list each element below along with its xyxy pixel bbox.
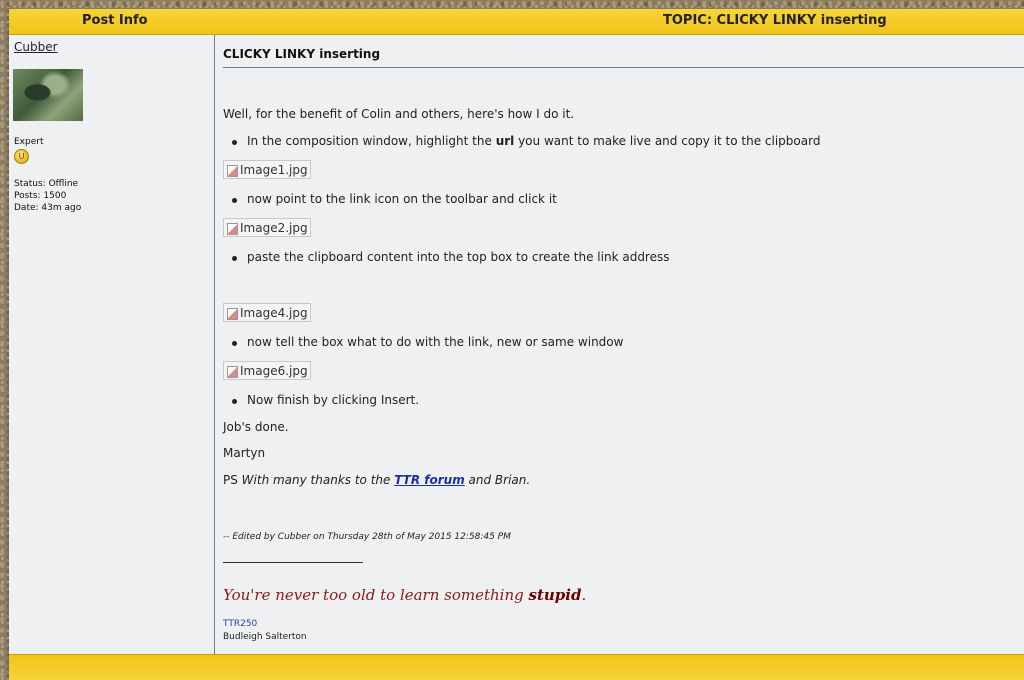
signature-divider	[223, 562, 363, 563]
user-info-panel	[9, 35, 215, 655]
rank-badge-icon: U	[14, 149, 29, 164]
broken-image-6: Image6.jpg	[223, 361, 311, 380]
list-item: In the composition window, highlight the url you want to make live and copy it to the clipboard	[247, 134, 821, 148]
signature-link[interactable]: TTR250	[223, 619, 258, 629]
topic-heading: TOPIC: CLICKY LINKY inserting	[663, 13, 887, 28]
edited-note: -- Edited by Cubber on Thursday 28th of May 2015 12:58:45 PM	[223, 532, 511, 542]
post-done: Job's done.	[223, 420, 289, 434]
broken-image-2: Image2.jpg	[223, 218, 311, 237]
user-date: Date: 43m ago	[14, 203, 82, 213]
signature-location: Budleigh Salterton	[223, 632, 307, 642]
title-divider	[223, 67, 1024, 68]
forum-post-frame	[9, 9, 1024, 680]
broken-image-1: Image1.jpg	[223, 160, 311, 179]
signature-quote: You're never too old to learn something stupid.	[223, 586, 587, 604]
post-intro: Well, for the benefit of Colin and others, here's how I do it.	[223, 107, 575, 121]
post-signoff: Martyn	[223, 446, 266, 460]
list-item: paste the clipboard content into the top box to create the link address	[247, 250, 670, 264]
post-title: CLICKY LINKY inserting	[223, 47, 381, 61]
post-header-bar	[9, 9, 1024, 35]
broken-image-4: Image4.jpg	[223, 303, 311, 322]
post-info-heading: Post Info	[82, 13, 148, 28]
user-posts: Posts: 1500	[14, 191, 67, 201]
post-body	[215, 35, 1024, 655]
user-status: Status: Offline	[14, 179, 79, 189]
list-item: now point to the link icon on the toolbar and click it	[247, 192, 557, 206]
avatar	[13, 69, 83, 121]
list-item: now tell the box what to do with the link, new or same window	[247, 335, 624, 349]
post-footer-bar	[9, 654, 1024, 680]
list-item: Now finish by clicking Insert.	[247, 393, 420, 407]
ttr-forum-link[interactable]: TTR forum	[394, 473, 465, 487]
user-rank: Expert	[14, 137, 44, 147]
username-link[interactable]: Cubber	[14, 40, 58, 54]
user-details	[14, 136, 81, 214]
post-ps: PS With many thanks to the TTR forum and Brian.	[223, 473, 531, 487]
